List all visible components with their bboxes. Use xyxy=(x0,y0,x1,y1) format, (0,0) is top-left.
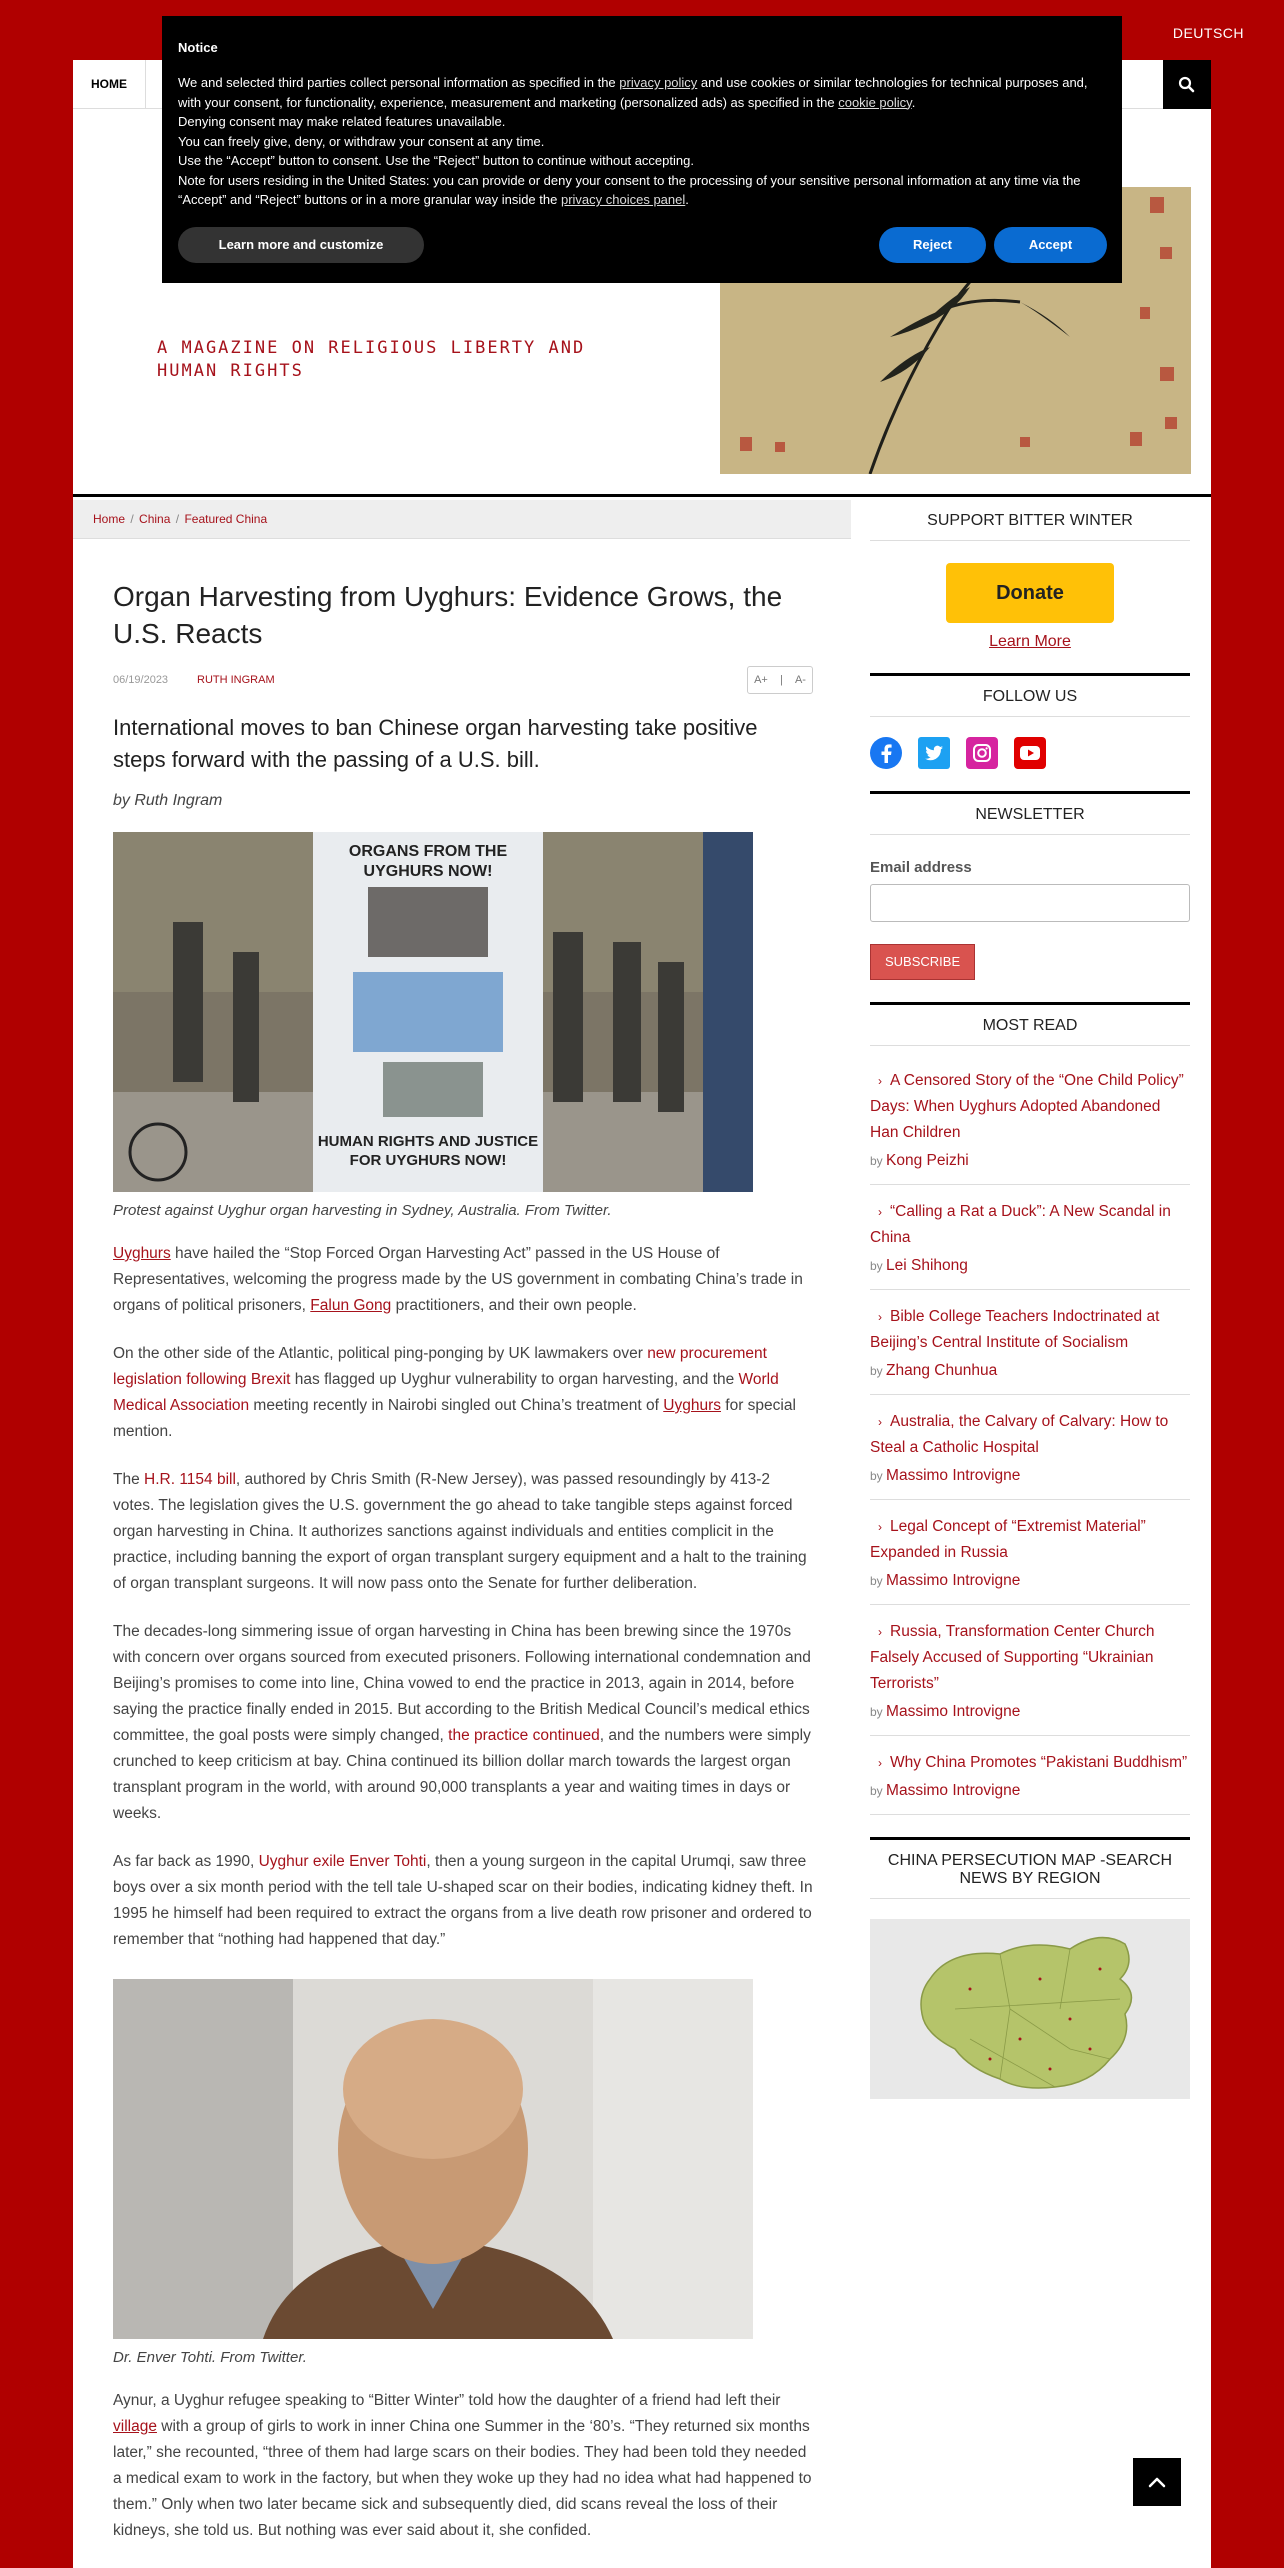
by-prefix: by xyxy=(870,1705,883,1719)
article xyxy=(113,560,813,2544)
back-to-top-button[interactable] xyxy=(1133,2458,1181,2506)
most-read-link[interactable] xyxy=(870,1203,1171,1246)
paragraph-text: , authored by Chris Smith (R-New Jersey), was passed resoundingly by 413-2 votes. The legislation gives the U.S. government the go ahead to take tangible steps against forced organ harvesting in China. It authorizes sanctions against individuals and entities complicit in the practice, including banning the export of organ transplant surgery equipment and a halt to the training of organ transplant surgeons. It will now pass onto the Senate for further deliberation. xyxy=(113,1471,807,1592)
breadcrumb-china[interactable]: China xyxy=(139,512,171,526)
twitter-icon[interactable] xyxy=(918,737,950,769)
chevron-right-icon: › xyxy=(878,1205,882,1219)
protest-sign-top-text: ORGANS FROM THE UYGHURS NOW! xyxy=(348,843,508,880)
paragraph-text: , and the numbers were simply crunched to keep criticism at bay. China continued its billion dollar march towards the largest organ transplant program in the world, with around 90,000 transplants a year and waiting times in days or weeks. xyxy=(113,1727,811,1822)
most-read-link[interactable] xyxy=(870,1072,1184,1141)
most-read-link[interactable] xyxy=(870,1413,1168,1456)
email-field[interactable] xyxy=(870,884,1190,922)
article-subtitle: International moves to ban Chinese organ harvesting take positive steps forward with the passing of a U.S. bill. xyxy=(113,715,758,772)
cookie-text: We and selected third parties collect personal information as specified in the xyxy=(178,75,620,90)
image1-caption: Protest against Uyghur organ harvesting in Sydney, Australia. From Twitter. xyxy=(113,1202,612,1219)
article-meta xyxy=(113,666,813,694)
most-read-byline xyxy=(870,1568,1190,1594)
page-container xyxy=(73,60,1211,2568)
paragraph-text: On the other side of the Atlantic, political ping-ponging by UK lawmakers over xyxy=(113,1345,648,1362)
youtube-icon[interactable] xyxy=(1014,737,1046,769)
most-read-author[interactable]: Massimo Introvigne xyxy=(886,1467,1021,1484)
link-hr-1154-bill[interactable]: H.R. 1154 bill xyxy=(144,1471,236,1488)
most-read-item xyxy=(870,1605,1190,1736)
search-button[interactable] xyxy=(1163,60,1211,109)
by-prefix: by xyxy=(870,1784,883,1798)
paragraph-6 xyxy=(113,2388,813,2544)
china-map-image xyxy=(870,1919,1190,2099)
nav-home[interactable]: HOME xyxy=(73,60,146,108)
cookie-dialog-title: Notice xyxy=(178,40,218,55)
most-read-title: Legal Concept of “Extremist Material” Expanded in Russia xyxy=(870,1518,1146,1561)
email-label: Email address xyxy=(870,859,972,876)
most-read-widget-title: MOST READ xyxy=(870,1005,1190,1046)
most-read-list xyxy=(870,1054,1190,1815)
paragraph-text: Aynur, a Uyghur refugee speaking to “Bitter Winter” told how the daughter of a friend had left their xyxy=(113,2392,781,2409)
paragraph-4 xyxy=(113,1619,813,1827)
chevron-right-icon: › xyxy=(878,1310,882,1324)
donate-button[interactable]: Donate xyxy=(946,563,1114,623)
most-read-item xyxy=(870,1500,1190,1605)
paragraph-2 xyxy=(113,1341,813,1445)
breadcrumb xyxy=(73,500,851,539)
most-read-author[interactable]: Kong Peizhi xyxy=(886,1152,969,1169)
cookie-consent-dialog xyxy=(162,16,1122,283)
reject-button[interactable]: Reject xyxy=(879,227,986,263)
link-practice-continued[interactable]: the practice continued xyxy=(448,1727,600,1744)
cookie-text-line: You can freely give, deny, or withdraw your consent at any time. xyxy=(178,133,545,149)
most-read-byline xyxy=(870,1148,1190,1174)
link-village[interactable]: village xyxy=(113,2418,157,2435)
breadcrumb-featured-china[interactable]: Featured China xyxy=(184,512,268,526)
chevron-right-icon: › xyxy=(878,1415,882,1429)
link-uyghurs[interactable]: Uyghurs xyxy=(113,1245,171,1262)
font-decrease-button[interactable]: A- xyxy=(794,674,806,686)
support-widget-title: SUPPORT BITTER WINTER xyxy=(870,500,1190,541)
newsletter-widget-title: NEWSLETTER xyxy=(870,794,1190,835)
paragraph-text: with a group of girls to work in inner China one Summer in the ‘80’s. “They returned six months later,” she recounted, “three of them had large scars on their bodies. They had been told they needed a medical exam to work in the factory, but when they woke up they had no idea what had happened to them.” Only when two later became sick and subsequently died, did scans reveal the loss of their kidneys, she told us. But nothing was ever said about it, she confided. xyxy=(113,2418,812,2539)
sidebar xyxy=(870,500,1190,2099)
protest-sign-bottom-text: HUMAN RIGHTS AND JUSTICE FOR UYGHURS NOW! xyxy=(317,1133,539,1169)
article-title: Organ Harvesting from Uyghurs: Evidence Grows, the U.S. Reacts xyxy=(113,581,783,649)
paragraph-text: The xyxy=(113,1471,145,1488)
most-read-byline xyxy=(870,1699,1190,1725)
breadcrumb-home[interactable]: Home xyxy=(93,512,126,526)
cookie-text: and use cookies or similar technologies for technical purposes and, with your consent, for functionality, experience, measurement and marketing (personalized ads) as specified in the xyxy=(178,75,1088,110)
privacy-choices-panel-link[interactable]: privacy choices panel xyxy=(560,192,686,207)
most-read-byline xyxy=(870,1778,1190,1804)
paragraph-text: practitioners, and their own people. xyxy=(391,1297,637,1314)
privacy-policy-link[interactable]: privacy policy xyxy=(619,75,698,90)
article-date: 06/19/2023 xyxy=(113,674,169,686)
chevron-up-icon xyxy=(1133,2458,1181,2506)
by-prefix: by xyxy=(870,1154,883,1168)
by-prefix: by xyxy=(870,1574,883,1588)
most-read-item xyxy=(870,1736,1190,1815)
paragraph-text: As far back as 1990, xyxy=(113,1853,259,1870)
most-read-title: Russia, Transformation Center Church Falsely Accused of Supporting “Ukrainian Terrorists” xyxy=(870,1623,1155,1692)
cookie-text: Note for users residing in the United States: you can provide or deny your consent to the processing of your sensitive personal information at any time via the “Accept” and “Reject” buttons or in a more granular way inside the xyxy=(178,172,1081,207)
chevron-right-icon: › xyxy=(878,1756,882,1770)
cookie-text-line: Use the “Accept” button to consent. Use the “Reject” button to continue without accepting. xyxy=(178,153,694,168)
most-read-link[interactable] xyxy=(870,1518,1146,1561)
paragraph-5 xyxy=(113,1849,813,1953)
font-size-controls xyxy=(747,666,813,694)
follow-widget-title: FOLLOW US xyxy=(870,676,1190,717)
most-read-byline xyxy=(870,1358,1190,1384)
subscribe-button[interactable]: SUBSCRIBE xyxy=(870,944,975,980)
article-author-link[interactable]: RUTH INGRAM xyxy=(197,674,275,686)
paragraph-text: The decades-long simmering issue of organ harvesting in China has been brewing since the 1970s with concern over organs sourced from executed prisoners. Following international condemnation and Beijing’s promises to come into line, China vowed to end the practice in 2013, again in 2014, before saying the practice finally ended in 2015. But according to the British Medical Council’s medical ethics committee, the goal posts were simply changed, xyxy=(113,1623,811,1744)
instagram-icon[interactable] xyxy=(966,737,998,769)
paragraph-text: for special mention. xyxy=(113,1397,796,1440)
most-read-title: “Calling a Rat a Duck”: A New Scandal in China xyxy=(870,1203,1171,1246)
most-read-author[interactable]: Lei Shihong xyxy=(886,1257,968,1274)
cookie-text-line: Denying consent may make related features unavailable. xyxy=(178,114,506,129)
search-icon xyxy=(1163,60,1211,109)
china-persecution-map[interactable] xyxy=(870,1919,1190,2099)
chevron-right-icon: › xyxy=(878,1520,882,1534)
enver-tohti-photo-image xyxy=(113,1979,753,2339)
most-read-author[interactable]: Massimo Introvigne xyxy=(886,1572,1021,1589)
paragraph-text: have hailed the “Stop Forced Organ Harvesting Act” passed in the US House of Representatives, welcoming the progress made by the US government in combating China’s trade in organs of political prisoners, xyxy=(113,1245,803,1314)
by-prefix: by xyxy=(870,1469,883,1483)
link-falun-gong[interactable]: Falun Gong xyxy=(310,1297,392,1314)
map-widget-title: CHINA PERSECUTION MAP -SEARCH NEWS BY REGION xyxy=(870,1840,1190,1899)
cookie-dialog-text xyxy=(178,73,1106,210)
most-read-item xyxy=(870,1395,1190,1500)
article-byline: by Ruth Ingram xyxy=(113,792,223,809)
most-read-item xyxy=(870,1185,1190,1290)
most-read-title: A Censored Story of the “One Child Policy” Days: When Uyghurs Adopted Abandoned Han Children xyxy=(870,1072,1184,1141)
font-increase-button[interactable]: A+ xyxy=(754,674,768,686)
link-uyghurs-2[interactable]: Uyghurs xyxy=(663,1397,721,1414)
site-tagline: A MAGAZINE ON RELIGIOUS LIBERTY AND HUMAN RIGHTS xyxy=(157,338,586,381)
font-control-divider: | xyxy=(779,674,783,686)
most-read-title: Bible College Teachers Indoctrinated at Beijing’s Central Institute of Socialism xyxy=(870,1308,1160,1351)
most-read-item xyxy=(870,1290,1190,1395)
cookie-text: . xyxy=(911,94,916,110)
learn-more-link[interactable]: Learn More xyxy=(989,633,1071,650)
most-read-byline xyxy=(870,1253,1190,1279)
image2-caption: Dr. Enver Tohti. From Twitter. xyxy=(113,2349,307,2366)
paragraph-text: , then a young surgeon in the capital Urumqi, saw three boys over a six month period with the tell tale U-shaped scar on their bodies, indicating kidney theft. In 1995 he himself had been required to extract the organs from a live death row prisoner and ordered to remember that “nothing had happened that day.” xyxy=(113,1853,813,1948)
link-world-medical-association[interactable]: World Medical Association xyxy=(113,1371,779,1414)
most-read-link[interactable] xyxy=(870,1754,1187,1771)
most-read-title: Australia, the Calvary of Calvary: How to Steal a Catholic Hospital xyxy=(870,1413,1169,1456)
most-read-link[interactable] xyxy=(870,1623,1154,1692)
most-read-author[interactable]: Zhang Chunhua xyxy=(886,1362,998,1379)
most-read-author[interactable]: Massimo Introvigne xyxy=(886,1703,1021,1720)
learn-more-customize-button[interactable]: Learn more and customize xyxy=(178,227,424,263)
enver-tohti-photo xyxy=(113,1979,753,2339)
chevron-right-icon: › xyxy=(878,1625,882,1639)
cookie-text: . xyxy=(685,192,689,207)
cookie-text-line xyxy=(178,73,1106,112)
paragraph-text: meeting recently in Nairobi singled out China’s treatment of xyxy=(249,1397,664,1414)
link-enver-tohti[interactable]: Uyghur exile Enver Tohti xyxy=(258,1853,427,1870)
cookie-text-line xyxy=(178,171,1106,210)
chevron-right-icon: › xyxy=(878,1074,882,1088)
most-read-byline xyxy=(870,1463,1190,1489)
breadcrumb-separator: / xyxy=(175,512,180,526)
most-read-link[interactable] xyxy=(870,1308,1159,1351)
paragraph-1 xyxy=(113,1241,813,1319)
social-links xyxy=(870,737,1190,769)
facebook-icon[interactable] xyxy=(870,737,902,769)
most-read-title: Why China Promotes “Pakistani Buddhism” xyxy=(890,1754,1188,1771)
most-read-item xyxy=(870,1054,1190,1185)
by-prefix: by xyxy=(870,1364,883,1378)
most-read-author[interactable]: Massimo Introvigne xyxy=(886,1782,1021,1799)
language-link-deutsch[interactable]: DEUTSCH xyxy=(1172,25,1244,41)
protest-photo xyxy=(113,832,753,1192)
link-procurement-legislation[interactable]: new procurement legislation following Brexit xyxy=(113,1345,767,1388)
paragraph-3 xyxy=(113,1467,813,1597)
by-prefix: by xyxy=(870,1259,883,1273)
cookie-policy-link[interactable]: cookie policy xyxy=(838,94,912,110)
accept-button[interactable]: Accept xyxy=(994,227,1107,263)
breadcrumb-separator: / xyxy=(130,512,134,526)
paragraph-text: has flagged up Uyghur vulnerability to organ harvesting, and the xyxy=(290,1371,739,1388)
